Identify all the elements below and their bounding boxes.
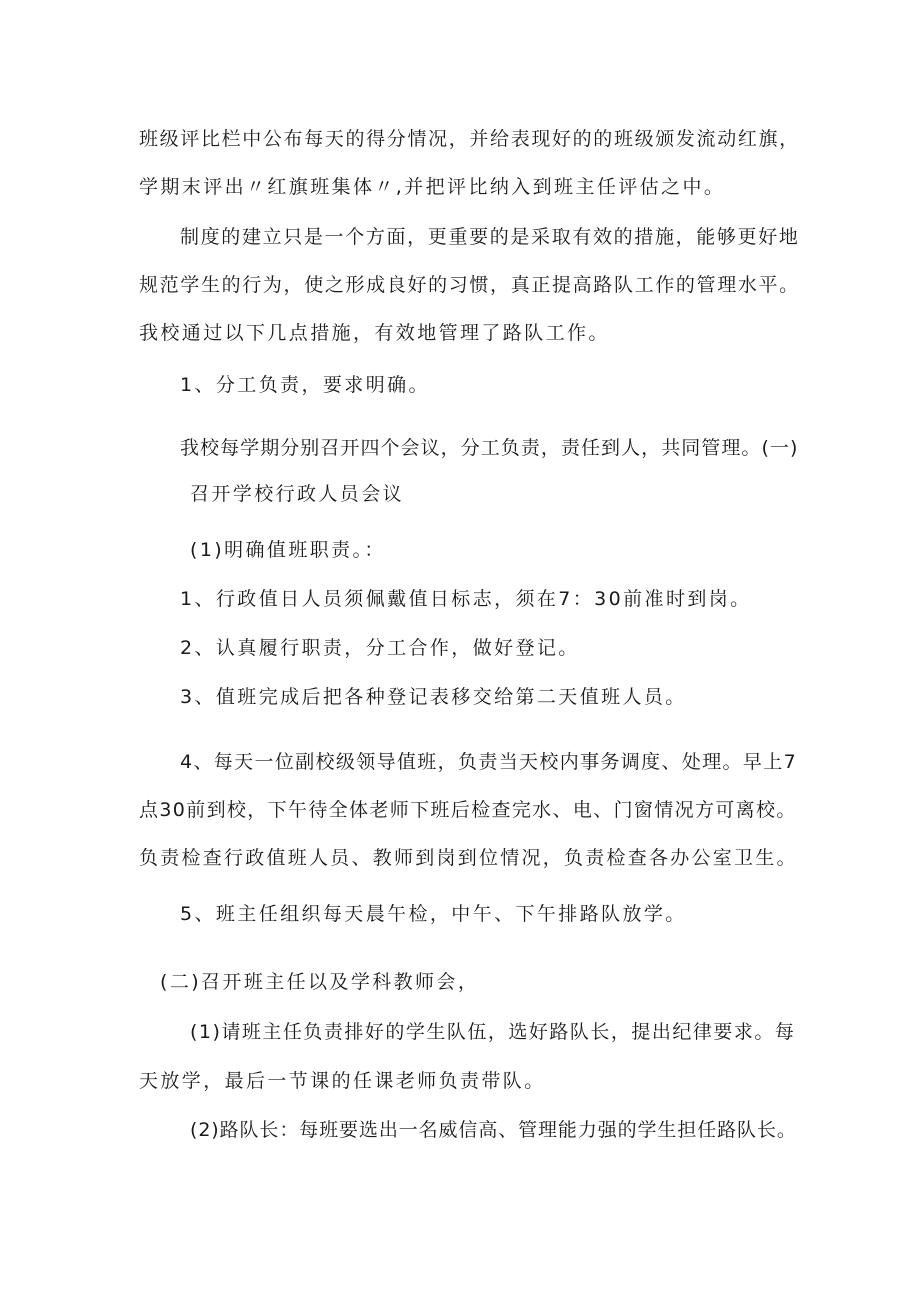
- text-line: 负责检查行政值班人员、教师到岗到位情况，负责检查各办公室卫生。: [139, 847, 798, 869]
- text-line: (2)路队长：每班要选出一名威信高、管理能力强的学生担任路队长。: [190, 1119, 797, 1141]
- text-line: 2、认真履行职责，分工合作，做好登记。: [180, 637, 580, 659]
- text-line: 班级评比栏中公布每天的得分情况，并给表现好的的班级颁发流动红旗，: [139, 128, 800, 150]
- text-line: 学期末评出〃红旗班集体〃,并把评比纳入到班主任评估之中。: [139, 176, 726, 198]
- text-line: 我校通过以下几点措施，有效地管理了路队工作。: [139, 322, 610, 344]
- text-line: 召开学校行政人员会议: [190, 483, 405, 505]
- text-line: (1)明确值班职责。：: [190, 539, 386, 561]
- text-line: 3、值班完成后把各种登记表移交给第二天值班人员。: [180, 686, 687, 708]
- text-line: 1、行政值日人员须佩戴值日标志，须在7：30前准时到岗。: [180, 588, 752, 610]
- text-line: 我校每学期分别召开四个会议，分工负责，责任到人，共同管理。(一): [180, 437, 799, 459]
- text-line: 1、分工负责，要求明确。: [180, 374, 430, 396]
- text-line: 点30前到校，下午待全体老师下班后检查完水、电、门窗情况方可离校。: [139, 799, 797, 821]
- text-line: 4、每天一位副校级领导值班，负责当天校内事务调度、处理。早上7: [180, 751, 798, 773]
- text-line: 5、班主任组织每天晨午检，中午、下午排路队放学。: [180, 903, 687, 925]
- text-line: (1)请班主任负责排好的学生队伍，选好路队长，提出纪律要求。每: [190, 1021, 796, 1043]
- text-line: 制度的建立只是一个方面，更重要的是采取有效的措施，能够更好地: [180, 226, 800, 248]
- text-line: 规范学生的行为，使之形成良好的习惯，真正提高路队工作的管理水平。: [139, 274, 800, 296]
- text-line: 天放学，最后一节课的任课老师负责带队。: [139, 1070, 546, 1092]
- text-line: (二)召开班主任以及学科教师会，: [160, 971, 480, 993]
